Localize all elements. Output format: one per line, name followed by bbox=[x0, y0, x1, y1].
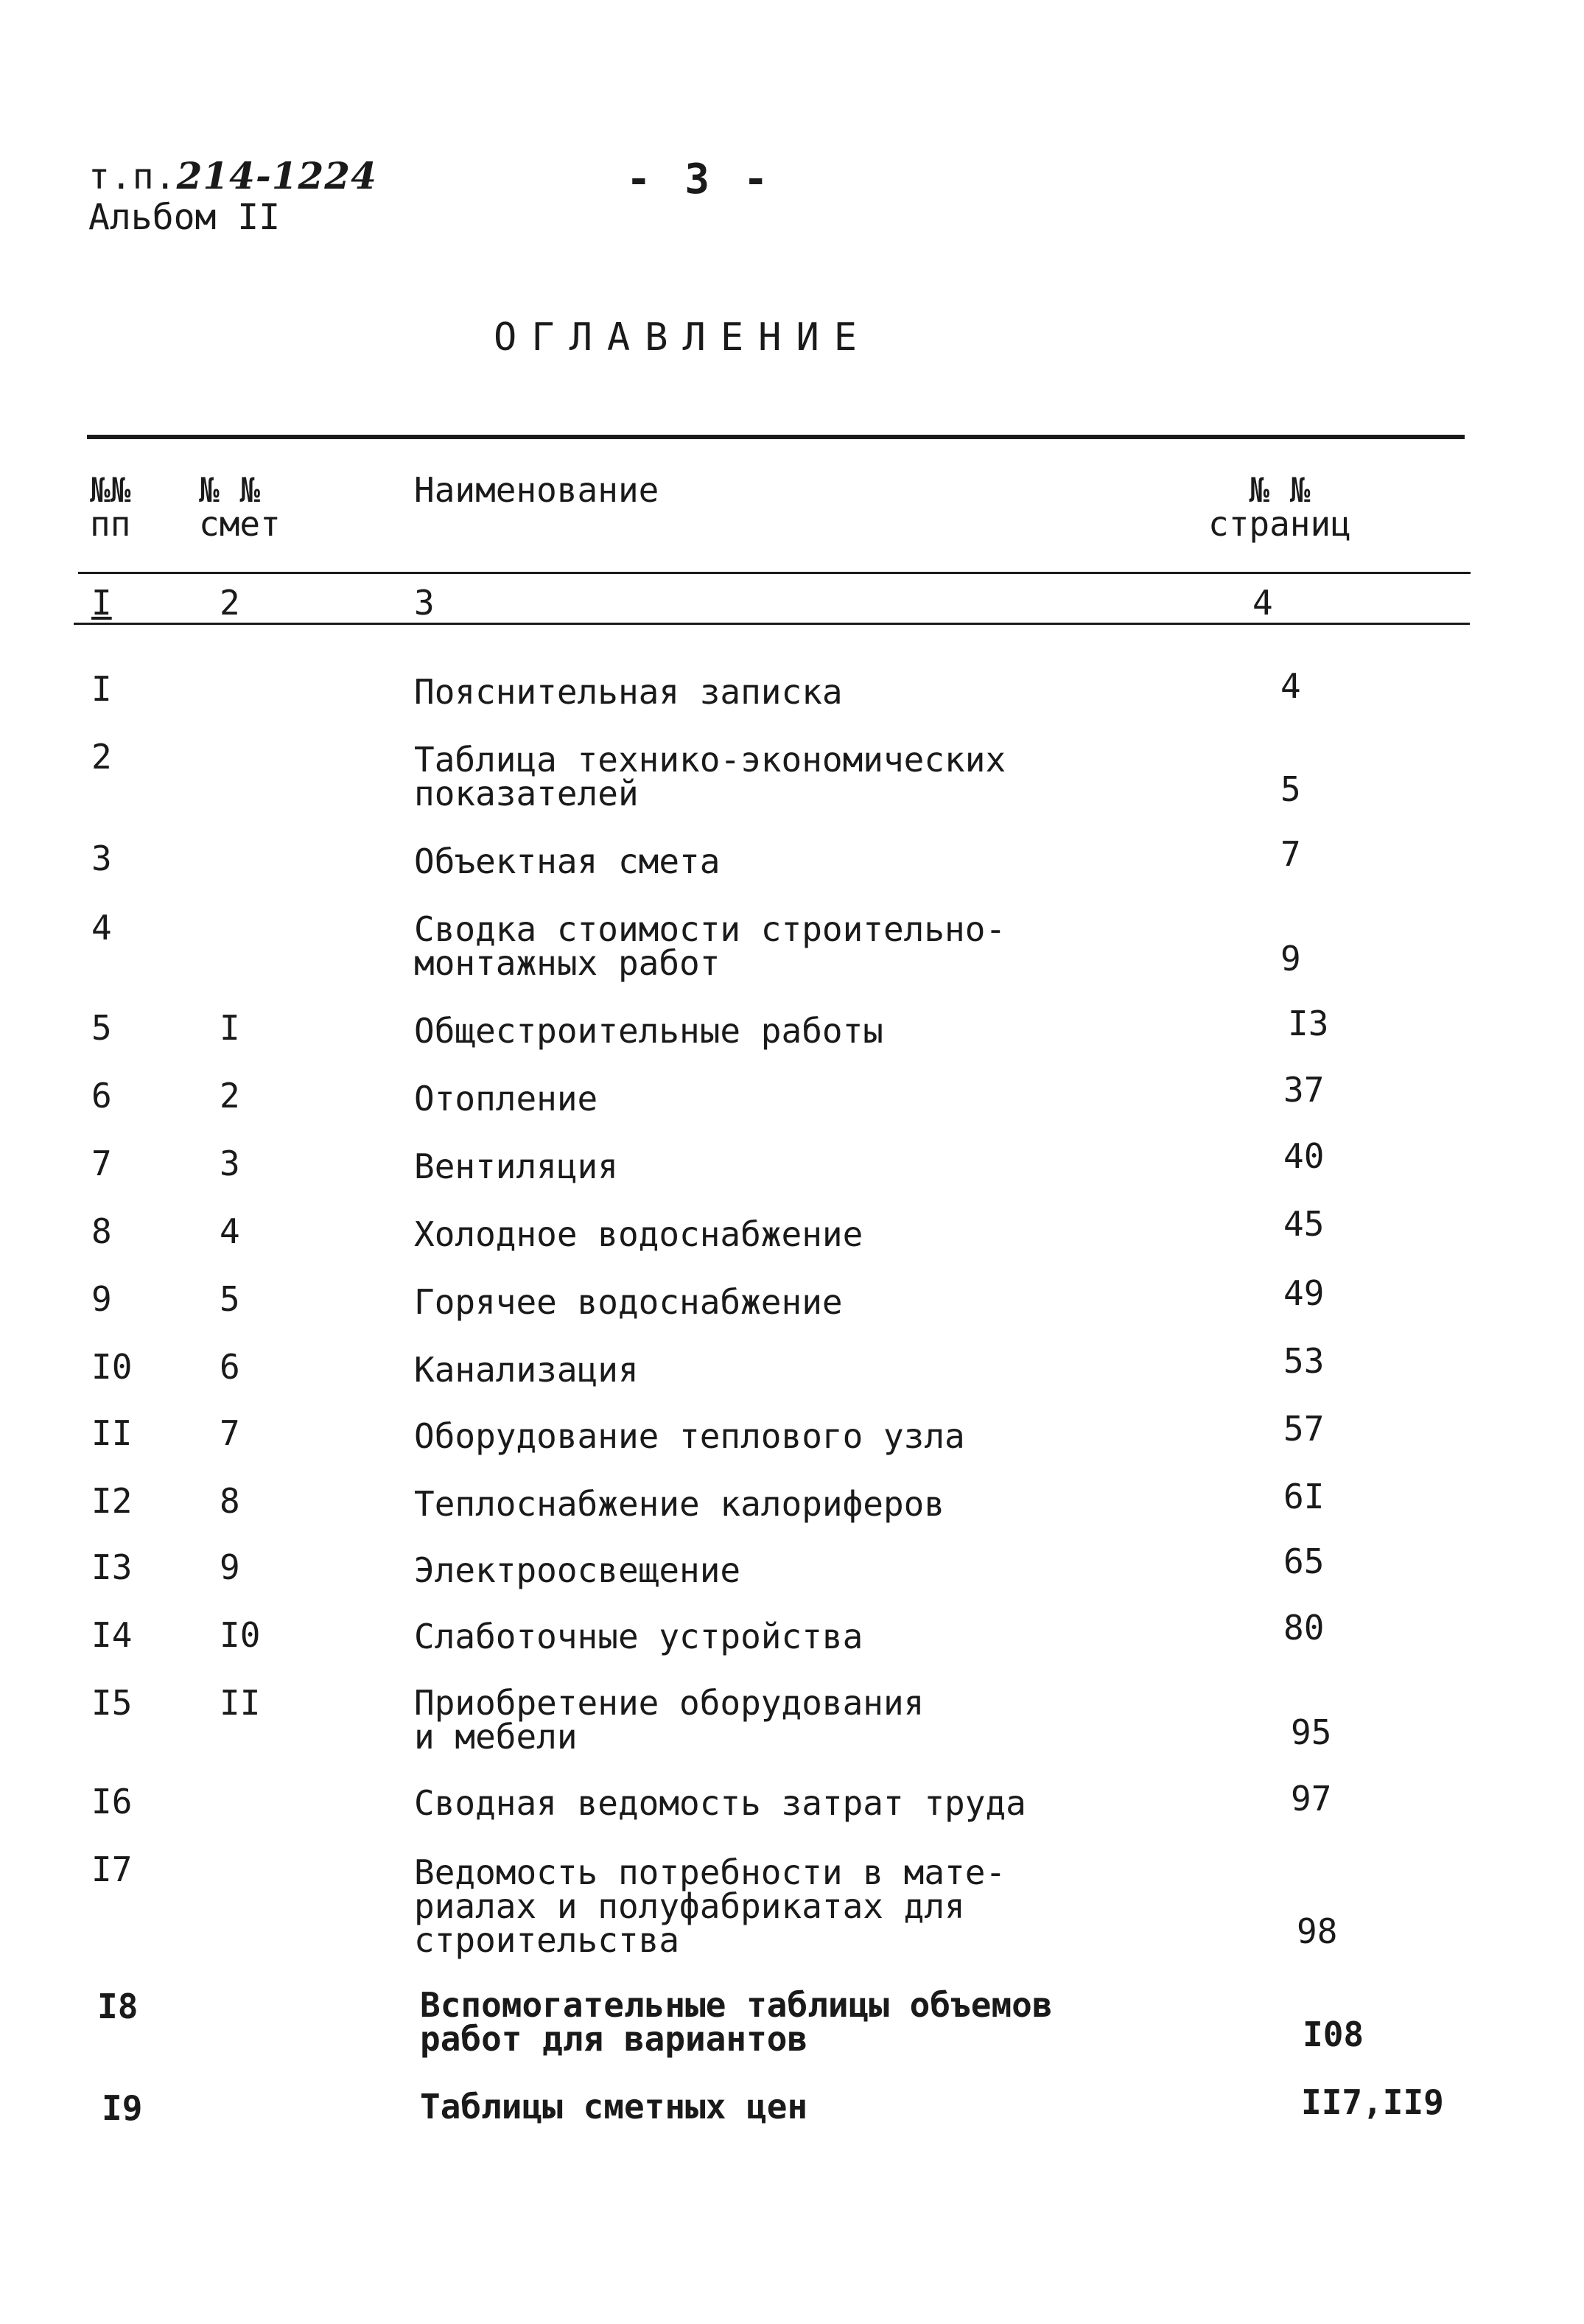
row-smeta: II bbox=[220, 1683, 261, 1723]
table-top-rule bbox=[87, 435, 1465, 439]
row-smeta: 6 bbox=[220, 1347, 240, 1387]
row-pages: 98 bbox=[1297, 1911, 1338, 1951]
row-name: Приобретение оборудования и мебели bbox=[414, 1683, 925, 1757]
row-smeta: 3 bbox=[220, 1144, 240, 1183]
row-pages: 40 bbox=[1283, 1136, 1325, 1176]
row-pp: I5 bbox=[91, 1683, 133, 1723]
row-pages: II7,II9 bbox=[1301, 2082, 1444, 2122]
page-title: ОГЛАВЛЕНИЕ bbox=[494, 315, 872, 360]
row-name: Канализация bbox=[414, 1350, 639, 1390]
row-pp: 9 bbox=[91, 1279, 112, 1319]
row-pp: I9 bbox=[102, 2088, 143, 2128]
table-header-rule bbox=[78, 572, 1471, 574]
row-smeta: I0 bbox=[220, 1615, 261, 1655]
row-name: Таблица технико-экономических показателей bbox=[414, 740, 1006, 813]
row-smeta: 5 bbox=[220, 1279, 240, 1319]
row-pages: 53 bbox=[1283, 1341, 1325, 1381]
row-pp: I0 bbox=[91, 1347, 133, 1387]
document-number bbox=[88, 156, 377, 197]
column-number-3: 3 bbox=[414, 583, 435, 623]
row-pp: 6 bbox=[91, 1076, 112, 1116]
column-header-pp: №№ пп bbox=[90, 470, 131, 544]
row-pp: I6 bbox=[91, 1782, 133, 1821]
row-smeta: 2 bbox=[220, 1076, 240, 1116]
row-name: Вентиляция bbox=[414, 1147, 618, 1186]
row-pages: 80 bbox=[1283, 1608, 1325, 1648]
row-pages: 57 bbox=[1283, 1409, 1325, 1449]
album-label: Альбом II bbox=[88, 197, 281, 238]
row-smeta: 8 bbox=[220, 1481, 240, 1521]
row-pp: I bbox=[91, 669, 112, 709]
column-number-4: 4 bbox=[1252, 583, 1273, 623]
row-smeta: 7 bbox=[220, 1413, 240, 1453]
document-number-prefix: т.п. bbox=[88, 156, 177, 197]
row-name: Ведомость потребности в мате- риалах и полуфабрикатах для строительства bbox=[414, 1852, 1006, 1960]
column-header-pages: № № страниц bbox=[1208, 470, 1351, 544]
row-pages: 4 bbox=[1280, 666, 1301, 706]
row-smeta: 9 bbox=[220, 1547, 240, 1587]
row-name: Отопление bbox=[414, 1079, 598, 1119]
column-number-2: 2 bbox=[220, 583, 240, 623]
row-pp: 2 bbox=[91, 737, 112, 777]
row-smeta: I bbox=[220, 1008, 240, 1048]
row-pp: 7 bbox=[91, 1144, 112, 1183]
row-name: Таблицы сметных цен bbox=[420, 2087, 808, 2127]
row-pages: 95 bbox=[1291, 1712, 1332, 1752]
row-name: Горячее водоснабжение bbox=[414, 1282, 843, 1322]
row-name: Оборудование теплового узла bbox=[414, 1416, 965, 1456]
row-name: Вспомогательные таблицы объемов работ для вариантов bbox=[420, 1985, 1053, 2059]
row-pp: I2 bbox=[91, 1481, 133, 1521]
row-pp: I3 bbox=[91, 1547, 133, 1587]
row-pages: 49 bbox=[1283, 1273, 1325, 1313]
row-name: Сводка стоимости строительно- монтажных работ bbox=[414, 909, 1006, 983]
row-name: Объектная смета bbox=[414, 841, 721, 881]
row-pp: II bbox=[91, 1413, 133, 1453]
row-pp: I4 bbox=[91, 1615, 133, 1655]
row-pp: I7 bbox=[91, 1849, 133, 1889]
page-number: - 3 - bbox=[626, 155, 773, 203]
row-pages: 45 bbox=[1283, 1204, 1325, 1244]
row-pp: 3 bbox=[91, 839, 112, 878]
row-pages: I3 bbox=[1288, 1004, 1329, 1043]
row-pages: 9 bbox=[1280, 939, 1301, 979]
document-number-handwritten: 214-1224 bbox=[176, 154, 377, 197]
row-pp: 5 bbox=[91, 1008, 112, 1048]
row-name: Электроосвещение bbox=[414, 1550, 741, 1590]
row-name: Пояснительная записка bbox=[414, 672, 843, 712]
row-pages: 5 bbox=[1280, 769, 1301, 809]
column-header-smeta: № № смет bbox=[199, 470, 281, 544]
row-name: Сводная ведомость затрат труда bbox=[414, 1783, 1026, 1823]
row-smeta: 4 bbox=[220, 1211, 240, 1251]
table-numbers-rule bbox=[74, 623, 1470, 625]
row-pages: 37 bbox=[1283, 1070, 1325, 1110]
row-name: Холодное водоснабжение bbox=[414, 1214, 863, 1254]
row-pp: 4 bbox=[91, 908, 112, 948]
row-pages: 65 bbox=[1283, 1541, 1325, 1581]
row-pages: I08 bbox=[1303, 2015, 1364, 2054]
row-pages: 7 bbox=[1280, 834, 1301, 874]
column-number-1: I bbox=[91, 583, 112, 623]
row-name: Слаботочные устройства bbox=[414, 1617, 863, 1656]
row-pages: 6I bbox=[1283, 1477, 1325, 1516]
row-pages: 97 bbox=[1291, 1779, 1332, 1819]
column-header-name: Наименование bbox=[414, 470, 659, 510]
row-pp: 8 bbox=[91, 1211, 112, 1251]
row-pp: I8 bbox=[97, 1987, 139, 2026]
row-name: Теплоснабжение калориферов bbox=[414, 1484, 945, 1524]
row-name: Общестроительные работы bbox=[414, 1011, 883, 1051]
